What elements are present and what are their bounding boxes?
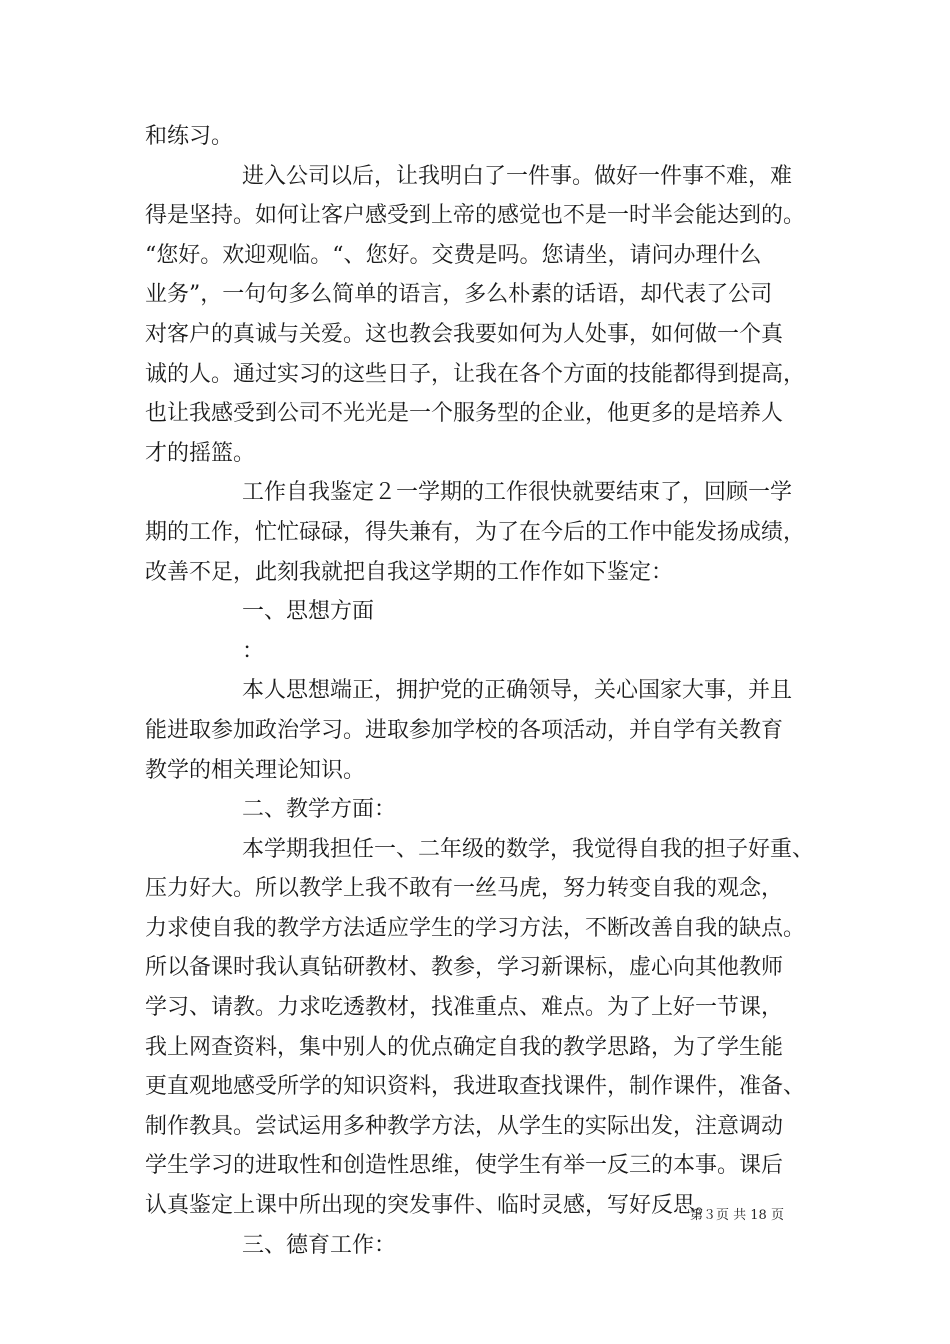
- text-line: 我上网查资料，集中别人的优点确定自我的教学思路，为了学生能: [145, 1034, 784, 1060]
- text-line: ：: [242, 638, 265, 664]
- text-line: 业务”，一句句多么简单的语言，多么朴素的话语，却代表了公司: [145, 282, 773, 308]
- text-line: 也让我感受到公司不光光是一个服务型的企业，他更多的是培养人: [145, 401, 784, 427]
- text-line: 得是坚持。如何让客户感受到上帝的感觉也不是一时半会能达到的。: [145, 203, 806, 229]
- text-line: 期的工作，忙忙碌碌，得失兼有，为了在今后的工作中能发扬成绩，: [145, 519, 806, 545]
- text-line: 更直观地感受所学的知识资料，我进取查找课件，制作课件，准备、: [145, 1074, 806, 1100]
- page-number-footer: 第３页 共 18 页: [690, 1208, 784, 1223]
- text-line: 本人思想端正，拥护党的正确领导，关心国家大事，并且: [242, 678, 793, 704]
- text-line: 进入公司以后，让我明白了一件事。做好一件事不难，难: [242, 163, 793, 189]
- text-line: 学生学习的进取性和创造性思维，使学生有举一反三的本事。课后: [145, 1153, 784, 1179]
- text-line: 二、教学方面：: [242, 797, 397, 823]
- text-line: 能进取参加政治学习。进取参加学校的各项活动，并自学有关教育: [145, 717, 784, 743]
- text-line: 学习、请教。力求吃透教材，找准重点、难点。为了上好一节课，: [145, 995, 784, 1021]
- text-line: 一、思想方面: [242, 599, 375, 625]
- text-line: 诚的人。通过实习的这些日子，让我在各个方面的技能都得到提高，: [145, 361, 806, 387]
- text-line: 三、德育工作：: [242, 1232, 397, 1258]
- text-line: 工作自我鉴定２一学期的工作很快就要结束了，回顾一学: [242, 480, 793, 506]
- text-line: 力求使自我的教学方法适应学生的学习方法，不断改善自我的缺点。: [145, 915, 806, 941]
- text-line: 才的摇篮。: [145, 440, 256, 466]
- text-line: 认真鉴定上课中所出现的突发事件、临时灵感，写好反思。: [145, 1193, 718, 1219]
- text-line: “您好。欢迎观临。“、您好。交费是吗。您请坐，请问办理什么: [145, 242, 762, 268]
- text-line: 教学的相关理论知识。: [145, 757, 366, 783]
- text-line: 对客户的真诚与关爱。这也教会我要如何为人处事，如何做一个真: [145, 321, 784, 347]
- body-text: [145, 117, 830, 1265]
- text-line: 本学期我担任一、二年级的数学，我觉得自我的担子好重、: [242, 836, 815, 862]
- text-line: 制作教具。尝试运用多种教学方法，从学生的实际出发，注意调动: [145, 1113, 784, 1139]
- text-line: 所以备课时我认真钻研教材、教参，学习新课标，虚心向其他教师: [145, 955, 784, 981]
- text-line: 压力好大。所以教学上我不敢有一丝马虎，努力转变自我的观念，: [145, 876, 784, 902]
- text-line: 和练习。: [145, 124, 234, 149]
- text-line: 改善不足，此刻我就把自我这学期的工作作如下鉴定：: [145, 559, 674, 585]
